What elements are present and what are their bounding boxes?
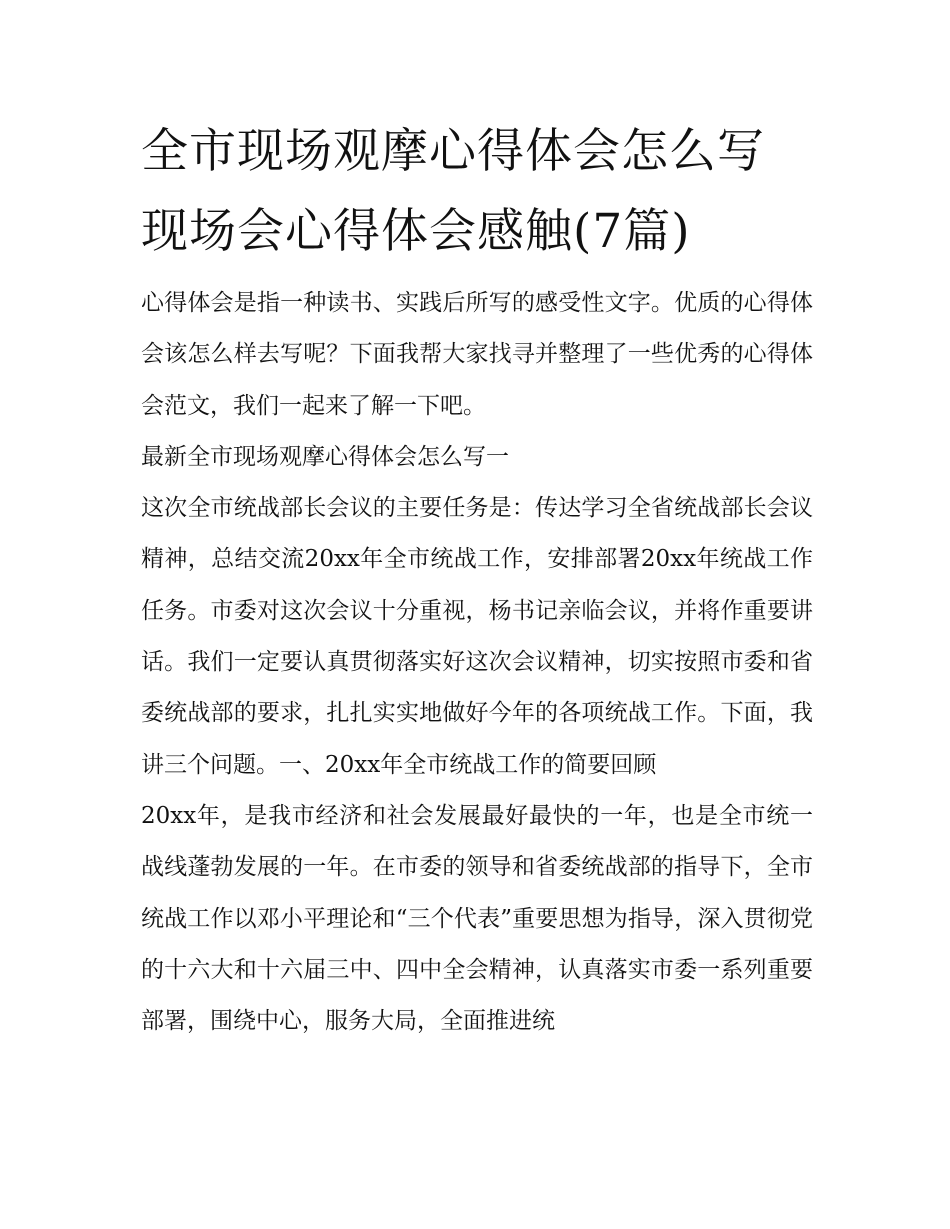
section-heading: 最新全市现场观摩心得体会怎么写一 (141, 443, 509, 470)
body-paragraph: 这次全市统战部长会议的主要任务是：传达学习全省统战部长会议精神，总结交流20xx年全市统战工作，安排部署20xx年统战工作任务。市委对这次会议十分重视，杨书记亲临会议，并将作重要讲话。我们一定要认真贯彻落实好这次会议精神，切实按照市委和省委统战部的要求，扎扎实实地做好今年的各项统战工作。下面，我讲三个问题。一、20xx年全市统战工作的简要回顾 (141, 495, 813, 778)
document-body (141, 278, 813, 1047)
intro-paragraph: 心得体会是指一种读书、实践后所写的感受性文字。优质的心得体会该怎么样去写呢？下面我帮大家找寻并整理了一些优秀的心得体会范文，我们一起来了解一下吧。 (141, 290, 813, 419)
title-line-2: 现场会心得体会感触(7篇) (141, 204, 691, 259)
document-title (141, 112, 821, 272)
body-paragraph: 20xx年，是我市经济和社会发展最好最快的一年，也是全市统一战线蓬勃发展的一年。在市委的领导和省委统战部的指导下，全市统战工作以邓小平理论和“三个代表”重要思想为指导，深入贯彻党的十六大和十六届三中、四中全会精神，认真落实市委一系列重要部署，围绕中心，服务大局，全面推进统 (141, 802, 813, 1035)
title-line-1: 全市现场观摩心得体会怎么写 (141, 124, 765, 179)
